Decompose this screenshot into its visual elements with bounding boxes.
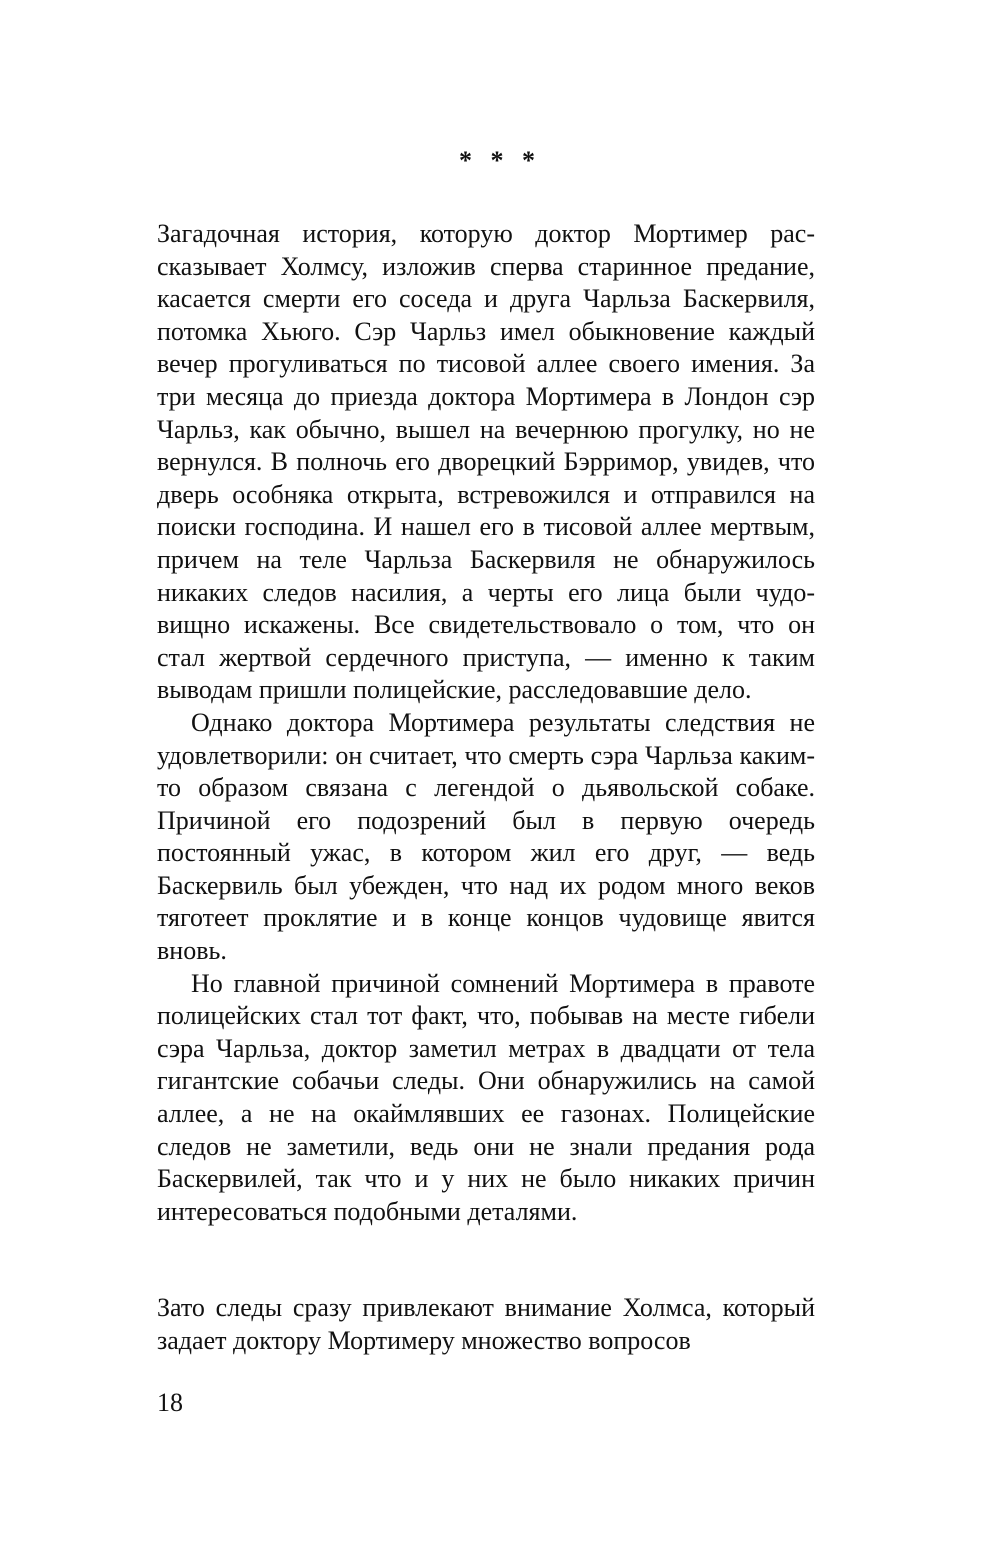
paragraph-2: Однако доктора Мортимера результаты следствия не удовлетворили: он считает, что смерть сэра Чарльза каким-то образом связана с легендой о дьявольской собаке. Причиной его подозрений был в первую очередь постоянный ужас, в котором жил его друг, — ведь Баскервиль был убежден, что над их родом много веков тяготеет проклятие и в конце концов чудовище явится вновь. (157, 707, 815, 966)
paragraph-1: Загадочная история, которую доктор Мортимер рассказывает Холмсу, изложив сперва старинное предание, касается смерти его соседа и друга Чарльза Баскервиля, потомка Хьюго. Сэр Чарльз имел обыкновение каждый вечер прогуливаться по тисовой аллее своего имения. За три месяца до приезда доктора Мортимера в Лондон сэр Чарльз, как обычно, вышел на вечернюю прогулку, но не вернулся. В полночь его дворецкий Бэрримор, увидев, что дверь особняка открыта, встревожился и отправился на поиски господина. И нашел его в тисовой аллее мертвым, причем на теле Чарльза Баскервиля не обнаружилось никаких следов насилия, а черты его лица были чудовищно искажены. Все свидетельствовало о том, что он стал жертвой сердечного приступа, — именно к таким выводам пришли полицейские, расследовавшие дело. (157, 219, 815, 705)
paragraph-4: Зато следы сразу привлекают внимание Холмса, который задает доктору Мортимеру множество вопросов (157, 1293, 815, 1355)
page-number: 18 (157, 1388, 183, 1417)
section-separator: * * * (459, 146, 541, 175)
continued-text (157, 1292, 815, 1357)
paragraph-3: Но главной причиной сомнений Мортимера в правоте полицейских стал тот факт, что, побывав на месте гибели сэра Чарльза, доктор заметил метрах в двадцати от тела гигантские собачьи следы. Они обнаружились на самой аллее, а не на окаймлявших ее газонах. Полицейские следов не заметили, ведь они не знали предания рода Баскервилей, так что и у них не было никаких причин интересоваться подобными деталями. (157, 968, 815, 1226)
main-text (157, 218, 815, 1228)
